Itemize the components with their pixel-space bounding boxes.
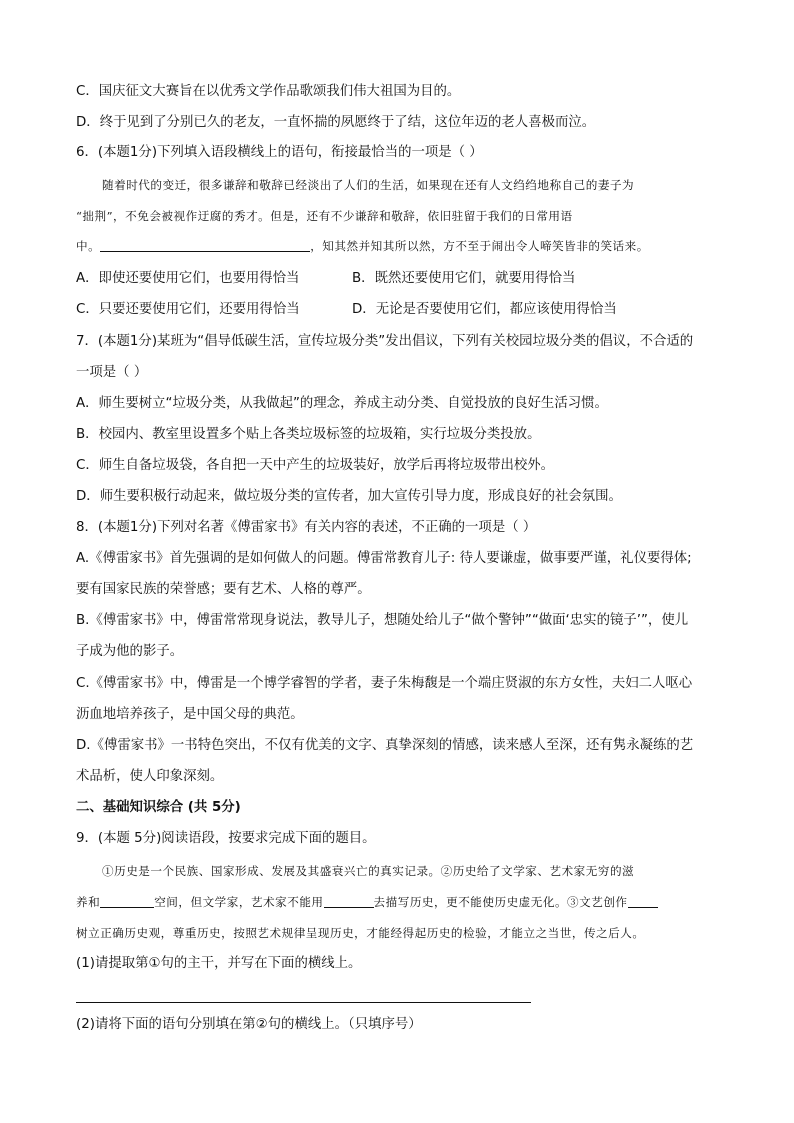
question-7-stem-cont: 一项是（ ） [76,365,148,380]
q6-passage-line-1: 随着时代的变迁，很多谦辞和敬辞已经淡出了人们的生活，如果现在还有人文绉绉地称自己的妻子为 [102,178,635,192]
q9-blank-3 [628,893,658,908]
q7-option-d: D．师生要积极行动起来，做垃圾分类的宣传者，加大宣传引导力度，形成良好的社会氛围。 [76,489,622,504]
question-7-stem: 7．(本题1分)某班为“倡导低碳生活，宣传垃圾分类”发出倡议，下列有关校园垃圾分类的倡议，不合适的 [76,334,694,349]
q8-option-c-line-1: C.《傅雷家书》中，傅雷是一个博学睿智的学者，妻子朱梅馥是一个端庄贤淑的东方女性，夫妇二人呕心 [76,676,693,691]
q9-passage-part-2: 空间，但文学家，艺术家不能用 [154,895,324,909]
q9-subquestion-1: (1)请提取第①句的主干，并写在下面的横线上。 [76,956,362,971]
q8-option-d-line-2: 术品析，使人印象深刻。 [76,769,224,784]
q6-option-b: B．既然还要使用它们，就要用得恰当 [352,271,576,286]
q9-passage-line-2 [76,892,736,912]
q6-option-a: A．即使还要使用它们，也要用得恰当 [76,271,300,286]
q7-option-a: A．师生要树立“垃圾分类，从我做起”的理念，养成主动分类、自觉投放的良好生活习惯。 [76,396,608,411]
q6-passage-end: ，知其然并知其所以然，方不至于闹出令人啼笑皆非的笑话来。 [310,239,649,253]
q6-passage-line-2: “拙荆”，不免会被视作迂腐的秀才。但是，还有不少谦辞和敬辞，依旧驻留于我们的日常用语 [76,209,573,223]
q8-option-b-line-1: B.《傅雷家书》中，傅雷常常现身说法，教导儿子，想随处给儿子“做个警钟”“做面‘忠实的镜子’”，使儿 [76,613,689,628]
question-6-stem: 6．(本题1分)下列填入语段横线上的语句，衔接最恰当的一项是（ ） [76,145,483,160]
question-9-stem: 9．(本题 5分)阅读语段，按要求完成下面的题目。 [76,831,376,846]
q7-option-b: B．校园内、教室里设置多个贴上各类垃圾标签的垃圾箱，实行垃圾分类投放。 [76,427,541,442]
q8-option-b-line-2: 子成为他的影子。 [76,644,184,659]
q9-subquestion-2: (2)请将下面的语句分别填在第②句的横线上。（只填序号） [76,1017,422,1032]
q9-answer-line [76,1001,531,1003]
q6-passage-line-3 [76,236,736,256]
q9-passage-part-1: 养和 [76,895,101,909]
q8-option-a-line-2: 要有国家民族的荣誉感；要有艺术、人格的尊严。 [76,582,371,597]
q6-option-d: D．无论是否要使用它们，都应该使用得恰当 [352,302,617,317]
section-2-heading: 二、基础知识综合 (共 5分) [76,800,241,815]
q8-option-c-line-2: 沥血地培养孩子，是中国父母的典范。 [76,707,304,722]
q8-option-d-line-1: D.《傅雷家书》一书特色突出，不仅有优美的文字、真挚深刻的情感，读来感人至深，还有隽永凝练的艺 [76,738,694,753]
q9-blank-2 [324,893,374,908]
q5-option-d: D．终于见到了分别已久的老友，一直怀揣的夙愿终于了结，这位年迈的老人喜极而泣。 [76,115,596,130]
q5-option-c: C．国庆征文大赛旨在以优秀文学作品歌颂我们伟大祖国为目的。 [76,84,461,99]
q6-fill-blank [100,237,310,252]
q9-blank-1 [100,893,154,908]
question-8-stem: 8．(本题1分)下列对名著《傅雷家书》有关内容的表述，不正确的一项是（ ） [76,520,537,535]
q6-passage-start: 中。 [76,239,101,253]
q9-passage-part-3: 去描写历史，更不能使历史虚无化。③文艺创作 [373,895,628,909]
q9-passage-line-1: ①历史是一个民族、国家形成、发展及其盛衰兴亡的真实记录。②历史给了文学家、艺术家无穷的滋 [102,864,635,878]
q8-option-a-line-1: A.《傅雷家书》首先强调的是如何做人的问题。傅雷常教育儿子: 待人要谦虚，做事要严谨，礼仪要得体; [76,551,692,566]
q6-option-c: C．只要还要使用它们，还要用得恰当 [76,302,300,317]
q7-option-c: C．师生自备垃圾袋，各自把一天中产生的垃圾装好，放学后再将垃圾带出校外。 [76,458,555,473]
q9-passage-line-3: 树立正确历史观，尊重历史，按照艺术规律呈现历史，才能经得起历史的检验，才能立之当世，传之后人。 [76,926,645,940]
